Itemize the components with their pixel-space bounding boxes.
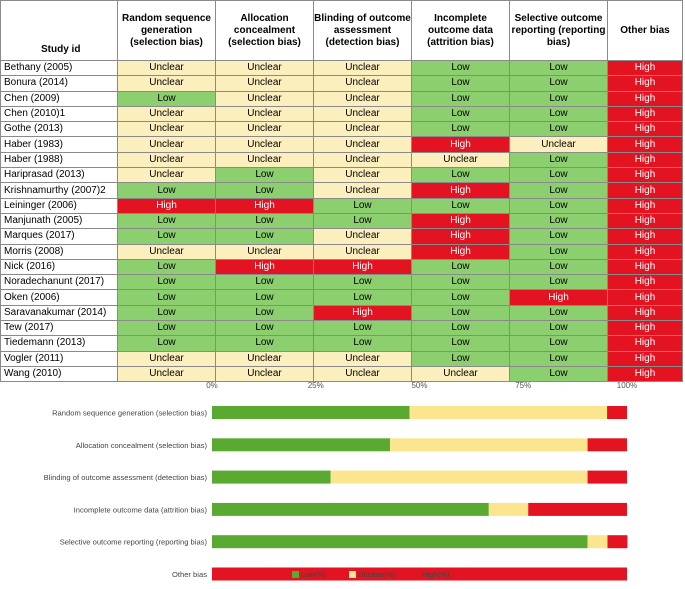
rating-cell: Unclear (412, 152, 510, 167)
rating-cell: Low (412, 336, 510, 351)
column-header-random-sequence: Random sequence generation (selection bias) (118, 1, 216, 61)
rating-cell: Low (314, 290, 412, 305)
rating-cell: Low (412, 305, 510, 320)
rating-cell: Unclear (118, 61, 216, 76)
rating-cell: Low (314, 321, 412, 336)
study-id-cell: Leininger (2006) (1, 198, 118, 213)
rating-cell: Unclear (118, 122, 216, 137)
rating-cell: Unclear (216, 76, 314, 91)
study-id-cell: Tiedemann (2013) (1, 336, 118, 351)
rating-cell: Low (510, 91, 608, 106)
study-id-cell: Gothe (2013) (1, 122, 118, 137)
rating-cell: Low (118, 259, 216, 274)
rating-cell: High (608, 198, 683, 213)
rating-cell: Low (118, 290, 216, 305)
rating-cell: Unclear (314, 351, 412, 366)
study-id-cell: Krishnamurthy (2007)2 (1, 183, 118, 198)
table-row (1, 229, 683, 244)
rating-cell: High (608, 321, 683, 336)
study-id-cell: Tew (2017) (1, 321, 118, 336)
rating-cell: High (608, 305, 683, 320)
rating-cell: Unclear (216, 244, 314, 259)
rating-cell: Unclear (314, 61, 412, 76)
rating-cell: Unclear (314, 152, 412, 167)
bar-segment (212, 471, 331, 484)
rating-cell: High (608, 76, 683, 91)
rating-cell: Low (510, 259, 608, 274)
category-label: Allocation concealment (selection bias) (75, 440, 207, 450)
bar-segment (212, 438, 390, 451)
rating-cell: Low (510, 351, 608, 366)
rating-cell: Unclear (314, 244, 412, 259)
rating-cell: High (608, 91, 683, 106)
category-label: Selective outcome reporting (reporting bias) (59, 537, 207, 547)
rating-cell: Unclear (216, 137, 314, 152)
column-header-blinding: Blinding of outcome assessment (detection bias) (314, 1, 412, 61)
category-label: Blinding of outcome assessment (detection bias) (43, 473, 207, 483)
rating-cell: Unclear (216, 91, 314, 106)
bar-segment (588, 535, 608, 548)
rating-cell: Low (118, 213, 216, 228)
table-row (1, 213, 683, 228)
rating-cell: High (608, 351, 683, 366)
rating-cell: High (118, 198, 216, 213)
rating-cell: Unclear (314, 91, 412, 106)
study-id-cell: Morris (2008) (1, 244, 118, 259)
table-row (1, 290, 683, 305)
rating-cell: Low (216, 305, 314, 320)
rating-cell: Low (216, 275, 314, 290)
rating-cell: Low (510, 198, 608, 213)
rating-cell: Unclear (510, 137, 608, 152)
table-row (1, 259, 683, 274)
table-row (1, 183, 683, 198)
bar-segment (390, 438, 588, 451)
rating-cell: High (412, 137, 510, 152)
study-id-cell: Marques (2017) (1, 229, 118, 244)
rating-cell: High (608, 229, 683, 244)
x-tick-label: 100% (616, 381, 638, 390)
rating-cell: Unclear (314, 168, 412, 183)
rating-cell: High (608, 183, 683, 198)
bar-segment (607, 406, 627, 419)
rating-cell: Low (216, 183, 314, 198)
rating-cell: High (216, 259, 314, 274)
rating-cell: Low (118, 275, 216, 290)
rating-cell: High (608, 213, 683, 228)
rating-cell: Low (412, 198, 510, 213)
rating-cell: Unclear (314, 229, 412, 244)
rating-cell: Low (510, 366, 608, 381)
table-row (1, 198, 683, 213)
rating-cell: Unclear (118, 168, 216, 183)
rating-cell: Low (412, 321, 510, 336)
rating-cell: Low (314, 198, 412, 213)
study-id-cell: Manjunath (2005) (1, 213, 118, 228)
study-id-cell: Vogler (2011) (1, 351, 118, 366)
legend-label: Unclear(%) (358, 570, 396, 579)
bar-segment (212, 535, 588, 548)
bar-segment (588, 438, 627, 451)
rating-cell: Low (412, 168, 510, 183)
table-row (1, 61, 683, 76)
rating-cell: Low (412, 122, 510, 137)
x-tick-label: 25% (307, 381, 324, 390)
table-row (1, 305, 683, 320)
rating-cell: Low (510, 152, 608, 167)
rating-cell: Unclear (118, 106, 216, 121)
rating-cell: Low (412, 351, 510, 366)
rating-cell: High (412, 229, 510, 244)
study-id-cell: Bethany (2005) (1, 61, 118, 76)
rating-cell: Low (510, 76, 608, 91)
study-id-cell: Haber (1988) (1, 152, 118, 167)
table-row (1, 351, 683, 366)
rating-cell: Low (510, 168, 608, 183)
category-label: Other bias (171, 570, 207, 579)
legend-swatch (413, 571, 420, 578)
rating-cell: Unclear (314, 122, 412, 137)
rating-cell: High (412, 244, 510, 259)
rating-cell: High (608, 275, 683, 290)
rating-cell: Low (510, 305, 608, 320)
study-id-cell: Oken (2006) (1, 290, 118, 305)
rating-cell: Low (510, 275, 608, 290)
study-id-cell: Wang (2010) (1, 366, 118, 381)
rating-cell: Low (510, 106, 608, 121)
x-tick-label: 50% (411, 381, 428, 390)
bar-segment (331, 471, 588, 484)
rating-cell: Low (510, 122, 608, 137)
category-label: Random sequence generation (selection bias) (52, 408, 207, 418)
column-header-allocation: Allocation concealment (selection bias) (216, 1, 314, 61)
rating-cell: Unclear (118, 366, 216, 381)
table-body (1, 61, 683, 382)
study-id-cell: Chen (2009) (1, 91, 118, 106)
rating-cell: High (412, 213, 510, 228)
rating-cell: Unclear (314, 137, 412, 152)
rating-cell: Unclear (216, 351, 314, 366)
bar-segment (212, 503, 489, 516)
bar-segment (410, 406, 608, 419)
rating-cell: High (608, 244, 683, 259)
category-label: Incomplete outcome data (attrition bias) (73, 505, 207, 515)
column-header-incomplete-data: Incomplete outcome data (attrition bias) (412, 1, 510, 61)
bar-segment (489, 503, 528, 516)
column-header-other-bias: Other bias (608, 1, 683, 61)
table-row (1, 152, 683, 167)
legend-label: Low(%) (301, 570, 327, 579)
rating-cell: Unclear (216, 152, 314, 167)
rating-cell: High (608, 168, 683, 183)
table-row (1, 106, 683, 121)
risk-of-bias-summary-chart (0, 376, 685, 589)
rating-cell: Low (216, 213, 314, 228)
rating-cell: High (510, 290, 608, 305)
bar-segment (528, 503, 627, 516)
legend-label: High(%) (422, 570, 450, 579)
rating-cell: High (608, 152, 683, 167)
rating-cell: Unclear (314, 366, 412, 381)
rating-cell: High (608, 137, 683, 152)
rating-cell: Unclear (216, 61, 314, 76)
rating-cell: Unclear (118, 76, 216, 91)
rating-cell: Unclear (216, 122, 314, 137)
table-row (1, 275, 683, 290)
rating-cell: High (608, 61, 683, 76)
rating-cell: High (314, 259, 412, 274)
table-row (1, 137, 683, 152)
study-id-cell: Noradechanunt (2017) (1, 275, 118, 290)
rating-cell: Low (216, 336, 314, 351)
rating-cell: Low (510, 321, 608, 336)
rating-cell: High (608, 106, 683, 121)
rating-cell: Low (412, 106, 510, 121)
rating-cell: Low (510, 336, 608, 351)
rating-cell: Unclear (314, 183, 412, 198)
column-header-study-id: Study id (1, 1, 118, 61)
rating-cell: Low (510, 61, 608, 76)
study-id-cell: Hariprasad (2013) (1, 168, 118, 183)
table-row (1, 321, 683, 336)
rating-cell: High (216, 198, 314, 213)
rating-cell: Low (118, 183, 216, 198)
table-row (1, 76, 683, 91)
rating-cell: High (412, 183, 510, 198)
table-row (1, 336, 683, 351)
rating-cell: Low (118, 336, 216, 351)
rating-cell: Low (412, 275, 510, 290)
rating-cell: Unclear (118, 244, 216, 259)
study-id-cell: Chen (2010)1 (1, 106, 118, 121)
rating-cell: Low (510, 213, 608, 228)
rating-cell: Low (510, 229, 608, 244)
rating-cell: Unclear (118, 152, 216, 167)
rating-cell: Low (412, 61, 510, 76)
x-tick-label: 0% (206, 381, 218, 390)
rating-cell: Unclear (314, 76, 412, 91)
rating-cell: Low (216, 229, 314, 244)
rating-cell: High (608, 366, 683, 381)
rating-cell: Low (118, 91, 216, 106)
table-row (1, 122, 683, 137)
bar-segment (588, 471, 627, 484)
study-id-cell: Bonura (2014) (1, 76, 118, 91)
rating-cell: Low (412, 290, 510, 305)
rating-cell: Low (216, 290, 314, 305)
rating-cell: Low (314, 275, 412, 290)
rating-cell: Unclear (412, 366, 510, 381)
rating-cell: Low (118, 229, 216, 244)
rating-cell: High (314, 305, 412, 320)
rating-cell: Low (216, 168, 314, 183)
rating-cell: Unclear (216, 106, 314, 121)
rating-cell: High (608, 336, 683, 351)
rating-cell: Low (118, 305, 216, 320)
rating-cell: Low (412, 91, 510, 106)
rating-cell: High (608, 290, 683, 305)
rating-cell: Low (118, 321, 216, 336)
bar-segment (607, 535, 627, 548)
rating-cell: Unclear (314, 106, 412, 121)
table-header-row (1, 1, 683, 61)
rating-cell: Unclear (118, 137, 216, 152)
table-row (1, 244, 683, 259)
rating-cell: Low (412, 76, 510, 91)
rating-cell: Unclear (216, 366, 314, 381)
column-header-selective-reporting: Selective outcome reporting (reporting bias) (510, 1, 608, 61)
study-id-cell: Nick (2016) (1, 259, 118, 274)
bar-segment (212, 406, 410, 419)
rating-cell: Low (314, 336, 412, 351)
study-id-cell: Haber (1983) (1, 137, 118, 152)
legend-swatch (349, 571, 356, 578)
rating-cell: Low (510, 244, 608, 259)
rating-cell: Low (216, 321, 314, 336)
x-tick-label: 75% (515, 381, 532, 390)
table-row (1, 91, 683, 106)
table-row (1, 168, 683, 183)
rating-cell: Low (510, 183, 608, 198)
study-id-cell: Saravanakumar (2014) (1, 305, 118, 320)
legend-swatch (292, 571, 299, 578)
rating-cell: High (608, 259, 683, 274)
rating-cell: Unclear (118, 351, 216, 366)
rating-cell: High (608, 122, 683, 137)
rating-cell: Low (412, 259, 510, 274)
rating-cell: Low (314, 213, 412, 228)
